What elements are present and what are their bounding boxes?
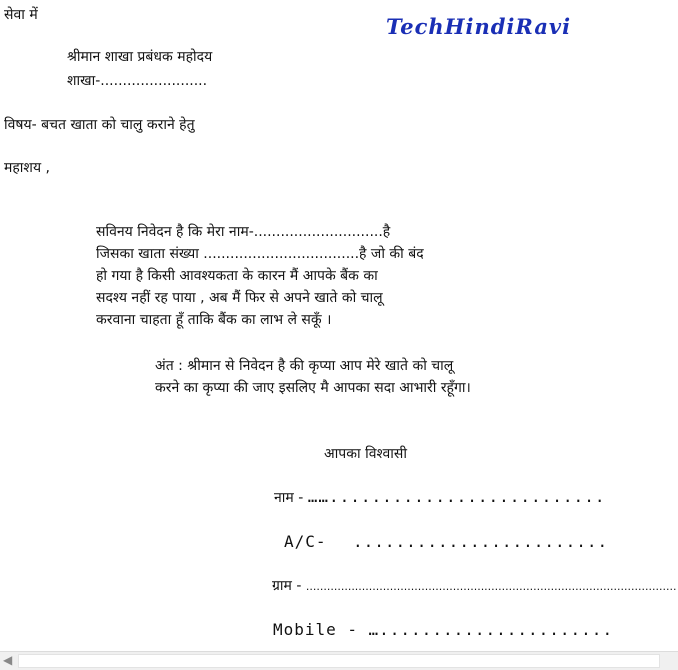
closing-line: करने का कृप्या की जाए इसलिए मै आपका सदा आभारी रहूँगा। xyxy=(155,380,471,396)
letter-body xyxy=(96,221,424,331)
village-field xyxy=(272,576,677,595)
branch-line: शाखा-........................ xyxy=(67,73,208,89)
account-label: A/C- xyxy=(284,532,327,551)
body-line: सविनय निवेदन है कि मेरा नाम-.............................है xyxy=(96,224,391,240)
account-field xyxy=(284,532,608,551)
watermark-logo: TechHindiRavi xyxy=(386,14,572,39)
letter-to: सेवा में xyxy=(4,7,38,23)
subject-line: विषय- बचत खाता को चालु कराने हेतु xyxy=(4,117,195,133)
body-line: करवाना चाहता हूँ ताकि बैंक का लाभ ले सकूँ । xyxy=(96,312,332,328)
closing-line: अंत : श्रीमान से निवेदन है की कृप्या आप मेरे खाते को चालू xyxy=(155,358,454,374)
village-dots: .......................................................................................................... xyxy=(305,580,677,593)
scroll-left-icon[interactable]: ◀ xyxy=(3,653,13,667)
horizontal-scrollbar[interactable] xyxy=(0,651,678,670)
body-line: हो गया है किसी आवश्यकता के कारन मैं आपके बैंक का xyxy=(96,268,378,284)
name-dots: …….......................... xyxy=(307,487,606,506)
name-label: नाम - xyxy=(274,490,304,506)
scrollbar-thumb[interactable] xyxy=(18,654,660,668)
sign-off: आपका विश्वासी xyxy=(324,446,407,462)
account-dots: ........................ xyxy=(352,532,609,551)
mobile-dots: …...................... xyxy=(368,620,614,639)
village-label: ग्राम - xyxy=(272,578,302,594)
name-field xyxy=(274,487,605,507)
recipient-title: श्रीमान शाखा प्रबंधक महोदय xyxy=(67,49,213,65)
mobile-label: Mobile - xyxy=(273,620,359,639)
body-line: सदश्य नहीं रह पाया , अब मैं फिर से अपने खाते को चालू xyxy=(96,290,383,306)
salutation: महाशय , xyxy=(4,160,50,176)
closing-paragraph xyxy=(155,355,471,399)
body-line: जिसका खाता संख्या ...................................है जो की बंद xyxy=(96,246,424,262)
mobile-field xyxy=(273,620,613,639)
